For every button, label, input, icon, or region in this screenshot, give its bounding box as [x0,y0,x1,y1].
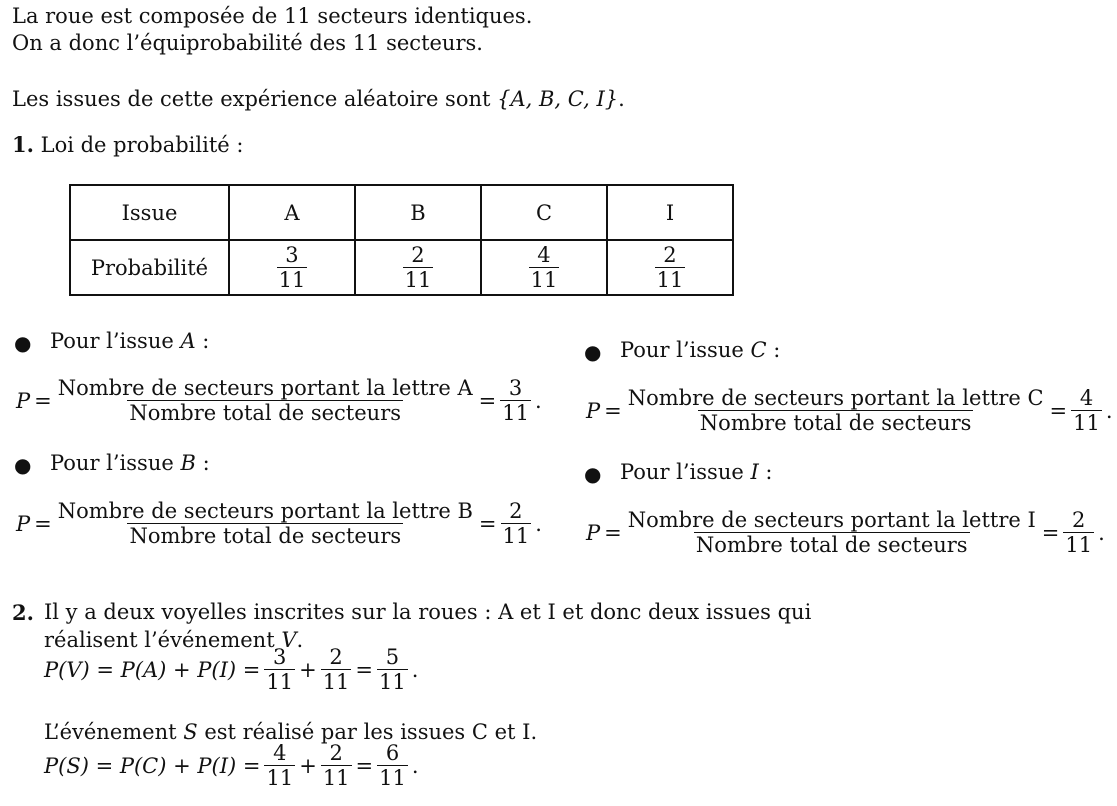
bullet-label-C [620,338,780,362]
bullet-label-A [50,329,209,353]
eq-V-n3: 5 [385,645,400,669]
eq-C-P: P [586,398,601,423]
eq-S-n2: 2 [329,741,343,765]
prob-A-den: 11 [278,268,306,292]
intro-line-1: La roue est composée de 11 secteurs identiques. [12,4,533,28]
eq-I-P: P [586,520,601,545]
bullet-suffix-I: : [758,460,773,484]
table-row-issue [70,185,733,240]
question-1-title: Loi de probabilité : [40,133,244,157]
eq-S-frac-1 [264,741,295,790]
eq-C-result-num: 4 [1079,386,1094,410]
q2-line-3-suffix: est réalisé par les issues C et I. [197,720,538,744]
eq-S-equals: = [355,753,374,778]
eq-V-lhs: P(V) = P(A) + P(I) = [44,657,261,682]
table-cell-prob-I [607,240,733,295]
table-cell-prob-A [229,240,355,295]
eq-C-result-den: 11 [1073,411,1100,436]
eq-I-result-num: 2 [1072,508,1086,532]
intro-line-3 [12,87,625,111]
q2-line-3-prefix: L’événement [44,720,184,744]
prob-I-num: 2 [663,242,677,267]
eq-I-result [1063,508,1094,557]
eq-A-equals-2: = [478,388,497,413]
eq-V-d3: 11 [379,670,406,695]
eq-S-n3: 6 [385,741,400,765]
q2-line-2-prefix: réalisent l’événement [44,628,282,652]
eq-V-n2: 2 [329,645,343,669]
q2-line-1: Il y a deux voyelles inscrites sur la roues : A et I et donc deux issues qui [44,600,812,624]
prob-B-den: 11 [404,268,432,292]
eq-A-denominator: Nombre total de secteurs [129,401,402,426]
eq-C-end: . [1105,398,1113,423]
eq-B-end: . [535,511,542,536]
question-1-heading [12,132,243,157]
equation-S [44,741,423,790]
eq-A-result-den: 11 [502,401,529,426]
probability-table [69,184,734,296]
eq-S-d1: 11 [266,766,294,791]
bullet-prefix-I: Pour l’issue [620,460,751,484]
eq-S-d2: 11 [322,766,350,791]
eq-S-n1: 4 [273,741,287,765]
bullet-dot-A: ● [14,331,32,355]
eq-S-frac-3 [377,741,408,790]
eq-C-fraction [626,386,1046,435]
eq-I-end: . [1098,520,1105,545]
eq-C-denominator: Nombre total de secteurs [699,411,972,436]
eq-B-result-num: 2 [509,499,523,523]
eq-V-d2: 11 [322,670,350,695]
bullet-label-I [620,460,773,484]
eq-I-fraction [626,508,1038,557]
eq-A-result [500,376,531,425]
prob-A-num: 3 [285,242,299,267]
equation-C [586,386,1117,435]
eq-B-equals: = [34,511,52,536]
eq-S-d3: 11 [379,766,406,791]
eq-I-result-den: 11 [1065,533,1093,558]
bullet-dot-B: ● [14,453,32,477]
eq-S-lhs: P(S) = P(C) + P(I) = [44,753,261,778]
eq-B-equals-2: = [478,511,497,536]
table-header-probability: Probabilité [70,240,229,295]
eq-B-P: P [16,511,31,536]
eq-B-result [501,499,532,548]
eq-V-end: . [411,657,419,682]
eq-I-equals: = [604,520,622,545]
q2-line-2-suffix: . [296,628,304,652]
eq-V-equals: = [355,657,374,682]
question-1-number: 1. [12,132,34,157]
eq-C-equals-2: = [1049,398,1068,423]
prob-C-den: 11 [530,268,558,292]
table-header-issue: Issue [70,185,229,240]
prob-C-num: 4 [537,242,551,267]
table-row-probability [70,240,733,295]
bullet-prefix-A: Pour l’issue [50,329,181,353]
bullet-letter-I: I [750,460,759,484]
eq-V-n1: 3 [273,645,287,669]
equation-I [586,508,1109,557]
table-cell-issue-C: C [481,185,607,240]
eq-A-equals: = [34,388,52,413]
bullet-letter-A: A [180,329,196,353]
eq-V-plus: + [299,657,317,682]
bullet-dot-I: ● [584,462,602,486]
issues-set: {A, B, C, I} [497,87,619,111]
eq-S-plus: + [299,753,317,778]
bullet-letter-C: C [750,338,767,362]
bullet-suffix-C: : [766,338,781,362]
eq-B-denominator: Nombre total de secteurs [129,524,402,549]
eq-C-equals: = [604,398,622,423]
event-S: S [183,720,198,744]
prob-B-num: 2 [411,242,425,267]
eq-C-numerator: Nombre de secteurs portant la lettre C [627,386,1044,410]
intro-line-3-prefix: Les issues de cette expérience aléatoire sont [12,87,498,111]
bullet-dot-C: ● [584,340,602,364]
eq-S-frac-2 [321,741,352,790]
equation-A [16,376,546,425]
eq-A-result-num: 3 [508,376,523,400]
intro-line-2: On a donc l’équiprobabilité des 11 secteurs. [12,31,483,55]
bullet-label-B [50,451,210,475]
bullet-letter-B: B [180,451,196,475]
table-cell-issue-A: A [229,185,355,240]
eq-V-frac-2 [321,645,352,694]
bullet-suffix-A: : [195,329,210,353]
eq-S-end: . [411,753,419,778]
eq-B-numerator: Nombre de secteurs portant la lettre B [57,499,473,523]
eq-B-fraction [56,499,475,548]
eq-A-numerator: Nombre de secteurs portant la lettre A [57,376,473,400]
bullet-prefix-C: Pour l’issue [620,338,751,362]
prob-I-den: 11 [656,268,684,292]
table-cell-issue-I: I [607,185,733,240]
table-cell-issue-B: B [355,185,481,240]
equation-B [16,499,546,548]
eq-I-equals-2: = [1041,520,1060,545]
eq-V-frac-3 [377,645,408,694]
eq-A-end: . [534,388,542,413]
intro-line-3-suffix: . [618,87,625,111]
table-cell-prob-C [481,240,607,295]
eq-A-P: P [16,388,31,413]
eq-V-d1: 11 [266,670,294,695]
question-2-number: 2. [12,600,34,625]
eq-I-numerator: Nombre de secteurs portant la lettre I [627,508,1036,532]
eq-A-fraction [56,376,475,425]
table-cell-prob-B [355,240,481,295]
eq-I-denominator: Nombre total de secteurs [695,533,968,558]
eq-B-result-den: 11 [502,524,530,549]
bullet-prefix-B: Pour l’issue [50,451,181,475]
equation-V [44,645,422,694]
eq-V-frac-1 [264,645,295,694]
event-V: V [281,628,297,652]
eq-C-result [1071,386,1102,435]
bullet-suffix-B: : [195,451,210,475]
